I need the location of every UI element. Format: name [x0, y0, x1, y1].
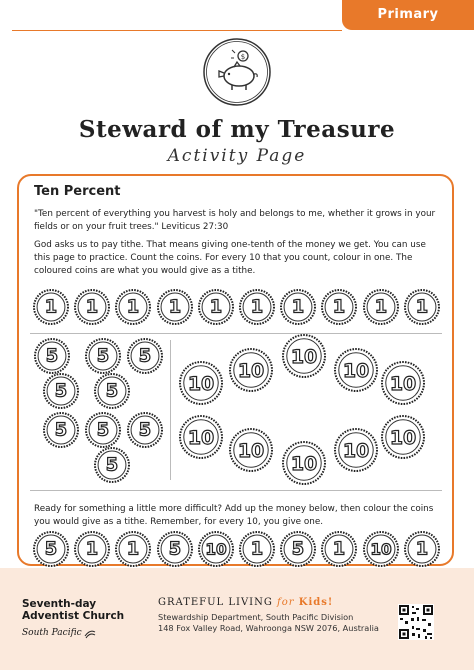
section-title: Ten Percent [34, 184, 121, 199]
org-line-1: Seventh-day [22, 598, 97, 610]
coin-value: 1 [168, 296, 181, 318]
coin-value: 5 [105, 380, 119, 402]
coin-value: 1 [415, 538, 429, 560]
coin-1[interactable] [73, 530, 111, 568]
coin-10[interactable] [362, 530, 400, 568]
coin-5[interactable] [279, 530, 317, 568]
department-line: Stewardship Department, South Pacific Division [158, 612, 354, 622]
coin-value: 1 [85, 296, 99, 318]
coin-value: 1 [250, 538, 264, 560]
coin-1[interactable] [403, 288, 441, 326]
coin-5[interactable] [126, 337, 164, 375]
coin-value: 10 [205, 540, 227, 559]
coin-value: 1 [209, 296, 223, 318]
gl-for: for [277, 597, 295, 608]
coin-1[interactable] [156, 288, 194, 326]
coin-1[interactable] [362, 288, 400, 326]
coin-value: 1 [291, 296, 305, 318]
coin-1[interactable] [238, 288, 276, 326]
instructions-text: God asks us to pay tithe. That means giving one-tenth of the money we get. You can use this page to practice. Count the coins. For every 10 that you count, colour in one. The coloured coins are what you would give as a tithe. [34, 240, 426, 276]
coin-10[interactable] [281, 333, 327, 379]
coin-10[interactable] [178, 414, 224, 460]
org-name [22, 598, 124, 622]
coin-10[interactable] [380, 360, 426, 406]
coin-5[interactable] [42, 411, 80, 449]
row-divider [30, 333, 442, 334]
coin-value: 5 [105, 454, 119, 476]
org-line-2: Adventist Church [22, 610, 125, 622]
coin-value: 5 [96, 345, 110, 367]
svg-text:$: $ [240, 53, 246, 61]
coin-10[interactable] [197, 530, 235, 568]
coin-10[interactable] [228, 427, 274, 473]
coin-value: 5 [291, 538, 305, 560]
scripture-quote: "Ten percent of everything you harvest is holy and belongs to me, whether it grows in your fields or on your fruit trees." Leviticus 27:30 [34, 209, 436, 232]
difficult-instructions: Ready for something a little more difficult? Add up the money below, then colour the coins you would give as a tithe. Remember, for every 10, you give one. [34, 504, 434, 527]
coin-5[interactable] [156, 530, 194, 568]
adventist-logo-icon [84, 628, 96, 640]
coin-value: 10 [290, 452, 318, 475]
qr-code-icon[interactable] [398, 604, 434, 640]
page-subtitle: Activity Page [167, 146, 307, 166]
coin-1[interactable] [73, 288, 111, 326]
coin-5[interactable] [32, 530, 70, 568]
coin-value: 1 [85, 538, 99, 560]
coin-value: 10 [237, 359, 265, 382]
coin-1[interactable] [114, 530, 152, 568]
coin-value: 5 [44, 538, 58, 560]
coin-5[interactable] [93, 372, 131, 410]
coin-value: 1 [44, 296, 58, 318]
coin-1[interactable] [238, 530, 276, 568]
header-rule [12, 30, 342, 31]
coin-5[interactable] [42, 372, 80, 410]
coin-1[interactable] [320, 288, 358, 326]
coin-value: 5 [138, 419, 152, 441]
coin-value: 5 [45, 345, 59, 367]
piggy-bank-icon [201, 36, 273, 108]
coin-value: 1 [127, 296, 140, 318]
coin-10[interactable] [333, 427, 379, 473]
coin-value: 1 [127, 538, 140, 560]
coin-1[interactable] [114, 288, 152, 326]
coin-1[interactable] [320, 530, 358, 568]
coin-10[interactable] [178, 360, 224, 406]
org-subtitle: South Pacific [22, 628, 82, 638]
coin-5[interactable] [33, 337, 71, 375]
coin-5[interactable] [126, 411, 164, 449]
address-line: 148 Fox Valley Road, Wahroonga NSW 2076, Australia [158, 623, 379, 633]
coin-value: 5 [168, 538, 181, 560]
coin-1[interactable] [403, 530, 441, 568]
coin-value: 1 [415, 296, 429, 318]
primary-badge: Primary [342, 0, 474, 30]
group-divider [170, 340, 171, 480]
coin-1[interactable] [279, 288, 317, 326]
page-title: Steward of my Treasure [78, 116, 396, 143]
coin-value: 5 [54, 380, 68, 402]
section-divider [30, 490, 442, 491]
coin-value: 10 [342, 359, 370, 382]
coin-value: 10 [187, 426, 215, 449]
coin-value: 10 [187, 372, 215, 395]
coin-value: 5 [96, 419, 110, 441]
coin-value: 5 [138, 345, 152, 367]
coin-value: 1 [333, 296, 346, 318]
coin-value: 10 [290, 345, 318, 368]
coin-5[interactable] [84, 337, 122, 375]
gl-prefix: GRATEFUL LIVING [158, 597, 273, 608]
coin-value: 10 [389, 426, 417, 449]
coin-value: 1 [250, 296, 264, 318]
coin-1[interactable] [197, 288, 235, 326]
coin-value: 10 [389, 372, 417, 395]
coin-10[interactable] [380, 414, 426, 460]
coin-5[interactable] [93, 446, 131, 484]
coin-10[interactable] [333, 347, 379, 393]
coin-10[interactable] [281, 440, 327, 486]
coin-value: 1 [333, 538, 346, 560]
coin-value: 5 [54, 419, 68, 441]
coin-value: 1 [374, 296, 387, 318]
coin-value: 10 [369, 540, 392, 559]
coin-10[interactable] [228, 347, 274, 393]
coin-value: 10 [237, 439, 265, 462]
coin-value: 10 [342, 439, 370, 462]
gl-kids: Kids! [298, 597, 334, 608]
coin-5[interactable] [84, 411, 122, 449]
coin-1[interactable] [32, 288, 70, 326]
grateful-living-logo [158, 597, 333, 608]
